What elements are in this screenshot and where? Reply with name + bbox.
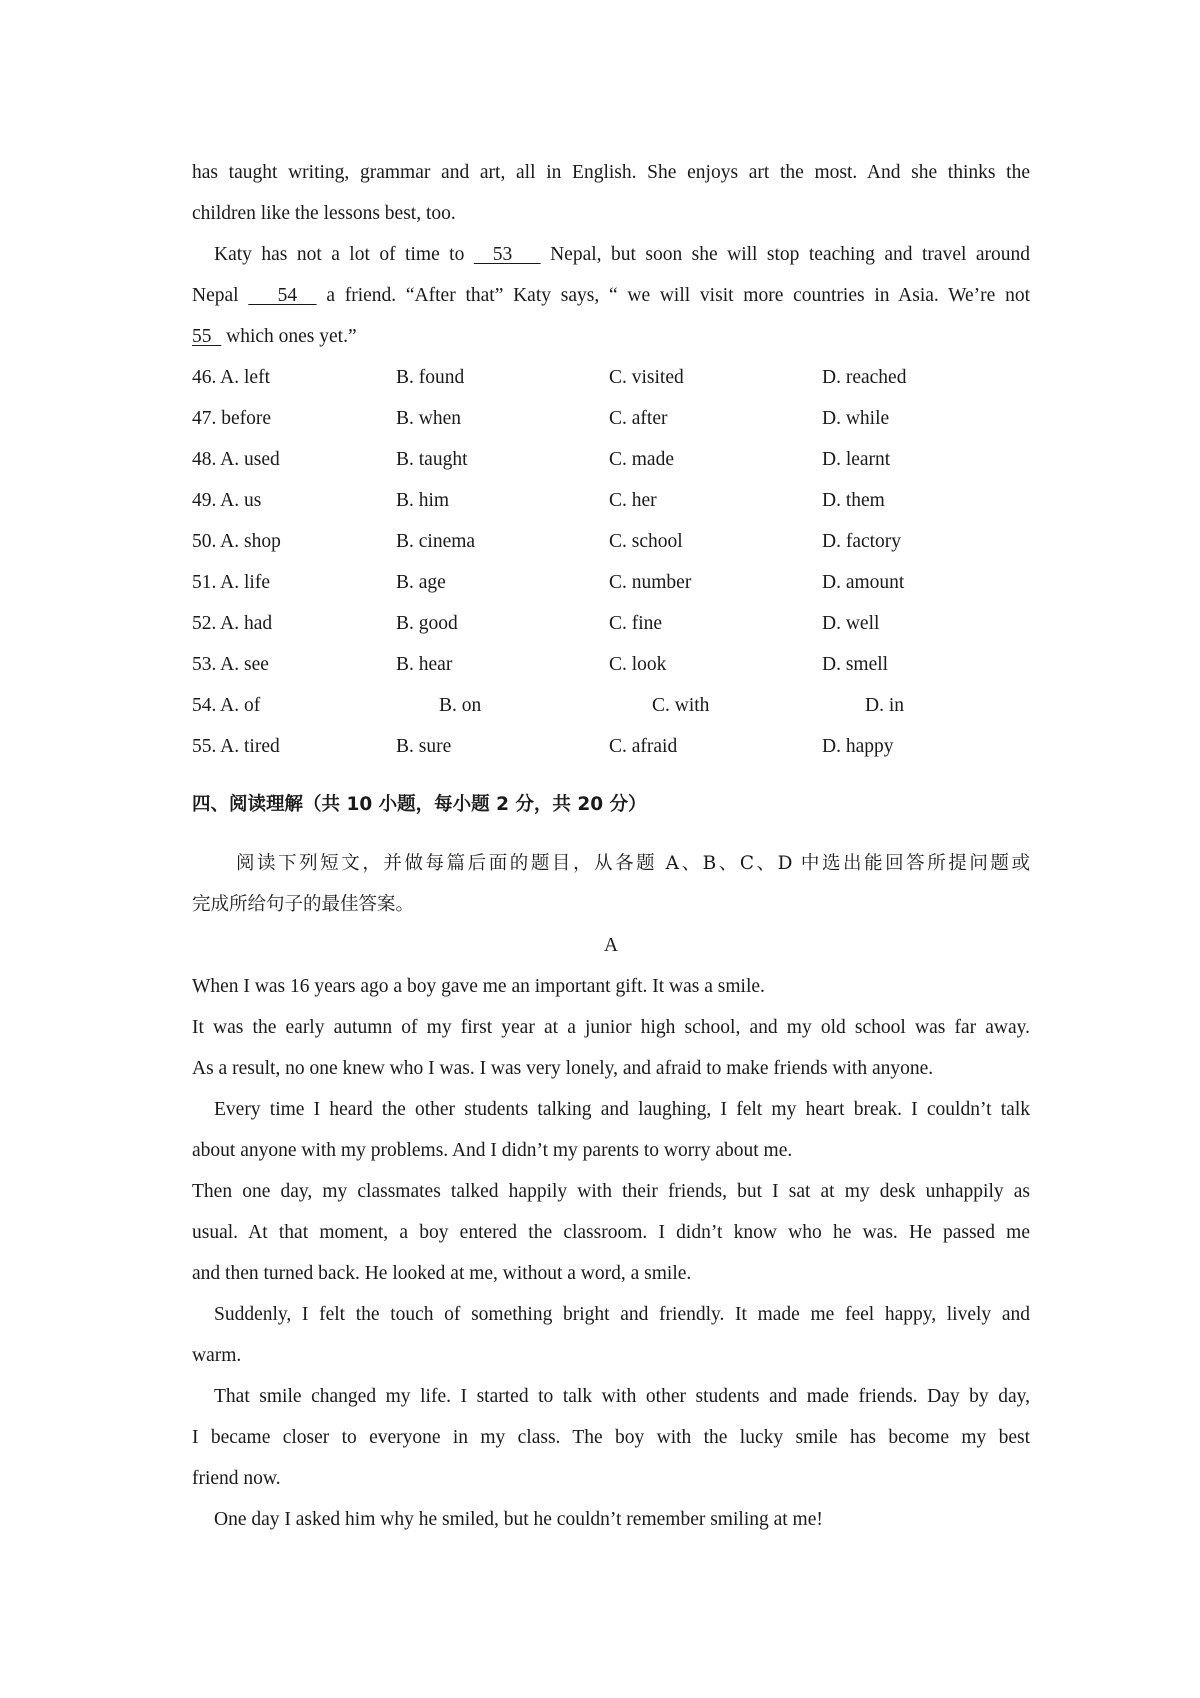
reading-line: and then turned back. He looked at me, without a word, a smile. (192, 1263, 692, 1284)
reading-line: One day I asked him why he smiled, but he couldn’t remember smiling at me! (214, 1509, 823, 1530)
option-row-47 (192, 398, 1030, 439)
option-b: B. good (396, 613, 458, 634)
passage-text: Nepal, but soon she will stop teaching and travel around (540, 244, 1030, 265)
option-c: C. after (609, 408, 668, 429)
option-c: C. fine (609, 613, 663, 634)
passage-text: a friend. “After that” Katy says, “ we will visit more countries in Asia. We’re not (316, 285, 1030, 306)
option-d: D. factory (822, 531, 902, 552)
options-list (192, 357, 1030, 767)
option-b: B. hear (396, 654, 453, 675)
option-a: 52. A. had (192, 613, 273, 634)
option-row-48 (192, 439, 1030, 480)
blank-54: 54 (248, 285, 317, 306)
reading-line: That smile changed my life. I started to talk with other students and made friends. Day by day, (214, 1386, 1030, 1407)
passage-line (192, 234, 1030, 275)
option-row-51 (192, 562, 1030, 603)
option-c: C. school (609, 531, 683, 552)
option-row-49 (192, 480, 1030, 521)
option-b: B. sure (396, 736, 452, 757)
passage-line (192, 316, 1030, 357)
option-a: 49. A. us (192, 490, 262, 511)
option-d: D. amount (822, 572, 905, 593)
reading-line: I became closer to everyone in my class. The boy with the lucky smile has become my best (192, 1427, 1030, 1448)
reading-line: usual. At that moment, a boy entered the classroom. I didn’t know who he was. He passed me (192, 1222, 1030, 1243)
option-d: D. well (822, 613, 880, 634)
option-c: C. visited (609, 367, 684, 388)
option-b: B. him (396, 490, 450, 511)
option-a: 48. A. used (192, 449, 280, 470)
passage-text: Katy has not a lot of time to (214, 244, 474, 265)
option-a: 46. A. left (192, 367, 270, 388)
reading-line: about anyone with my problems. And I didn’t my parents to worry about me. (192, 1140, 793, 1161)
option-b: B. on (439, 695, 482, 716)
section-heading: 四、阅读理解（共 10 小题，每小题 2 分，共 20 分） (192, 794, 647, 815)
passage-line (192, 275, 1030, 316)
option-a: 51. A. life (192, 572, 270, 593)
option-d: D. happy (822, 736, 894, 757)
passage-text: which ones yet.” (221, 326, 357, 347)
spacer (192, 825, 1030, 843)
option-row-52 (192, 603, 1030, 644)
option-c: C. her (609, 490, 657, 511)
option-a: 53. A. see (192, 654, 269, 675)
option-c: C. afraid (609, 736, 678, 757)
option-b: B. cinema (396, 531, 476, 552)
option-d: D. smell (822, 654, 889, 675)
option-a: 55. A. tired (192, 736, 280, 757)
option-a: 50. A. shop (192, 531, 281, 552)
reading-line: It was the early autumn of my first year at a junior high school, and my old school was far away. (192, 1017, 1030, 1038)
exam-page (192, 152, 1030, 1540)
option-row-53 (192, 644, 1030, 685)
option-a: 54. A. of (192, 695, 261, 716)
instruction-line: 阅读下列短文，并做每篇后面的题目，从各题 A、B、C、D 中选出能回答所提问题或 (236, 853, 1030, 874)
reading-line: When I was 16 years ago a boy gave me an important gift. It was a smile. (192, 976, 765, 997)
option-c: C. made (609, 449, 674, 470)
reading-line: Every time I heard the other students talking and laughing, I felt my heart break. I couldn’t talk (214, 1099, 1030, 1120)
option-d: D. reached (822, 367, 907, 388)
option-b: B. age (396, 572, 446, 593)
option-c: C. look (609, 654, 667, 675)
option-a: 47. before (192, 408, 272, 429)
option-d: D. in (865, 695, 904, 716)
option-c: C. with (652, 695, 710, 716)
option-row-55 (192, 726, 1030, 767)
passage-text: Nepal (192, 285, 249, 306)
reading-line: Suddenly, I felt the touch of something bright and friendly. It made me feel happy, lively and (214, 1304, 1030, 1325)
reading-line: friend now. (192, 1468, 281, 1489)
option-row-54 (192, 685, 1030, 726)
option-b: B. taught (396, 449, 468, 470)
reading-line: Then one day, my classmates talked happily with their friends, but I sat at my desk unhappily as (192, 1181, 1030, 1202)
option-b: B. found (396, 367, 465, 388)
option-row-46 (192, 357, 1030, 398)
instruction-line: 完成所给句子的最佳答案。 (192, 894, 415, 915)
passage-label: A (603, 935, 619, 956)
option-d: D. learnt (822, 449, 891, 470)
passage-line: has taught writing, grammar and art, all in English. She enjoys art the most. And she thinks the (192, 162, 1030, 183)
option-b: B. when (396, 408, 461, 429)
reading-line: As a result, no one knew who I was. I was very lonely, and afraid to make friends with anyone. (192, 1058, 934, 1079)
option-d: D. while (822, 408, 890, 429)
option-d: D. them (822, 490, 885, 511)
passage-line: children like the lessons best, too. (192, 203, 456, 224)
blank-53: 53 (473, 244, 541, 265)
option-row-50 (192, 521, 1030, 562)
blank-55: 55 (192, 326, 222, 347)
reading-line: warm. (192, 1345, 242, 1366)
option-c: C. number (609, 572, 692, 593)
